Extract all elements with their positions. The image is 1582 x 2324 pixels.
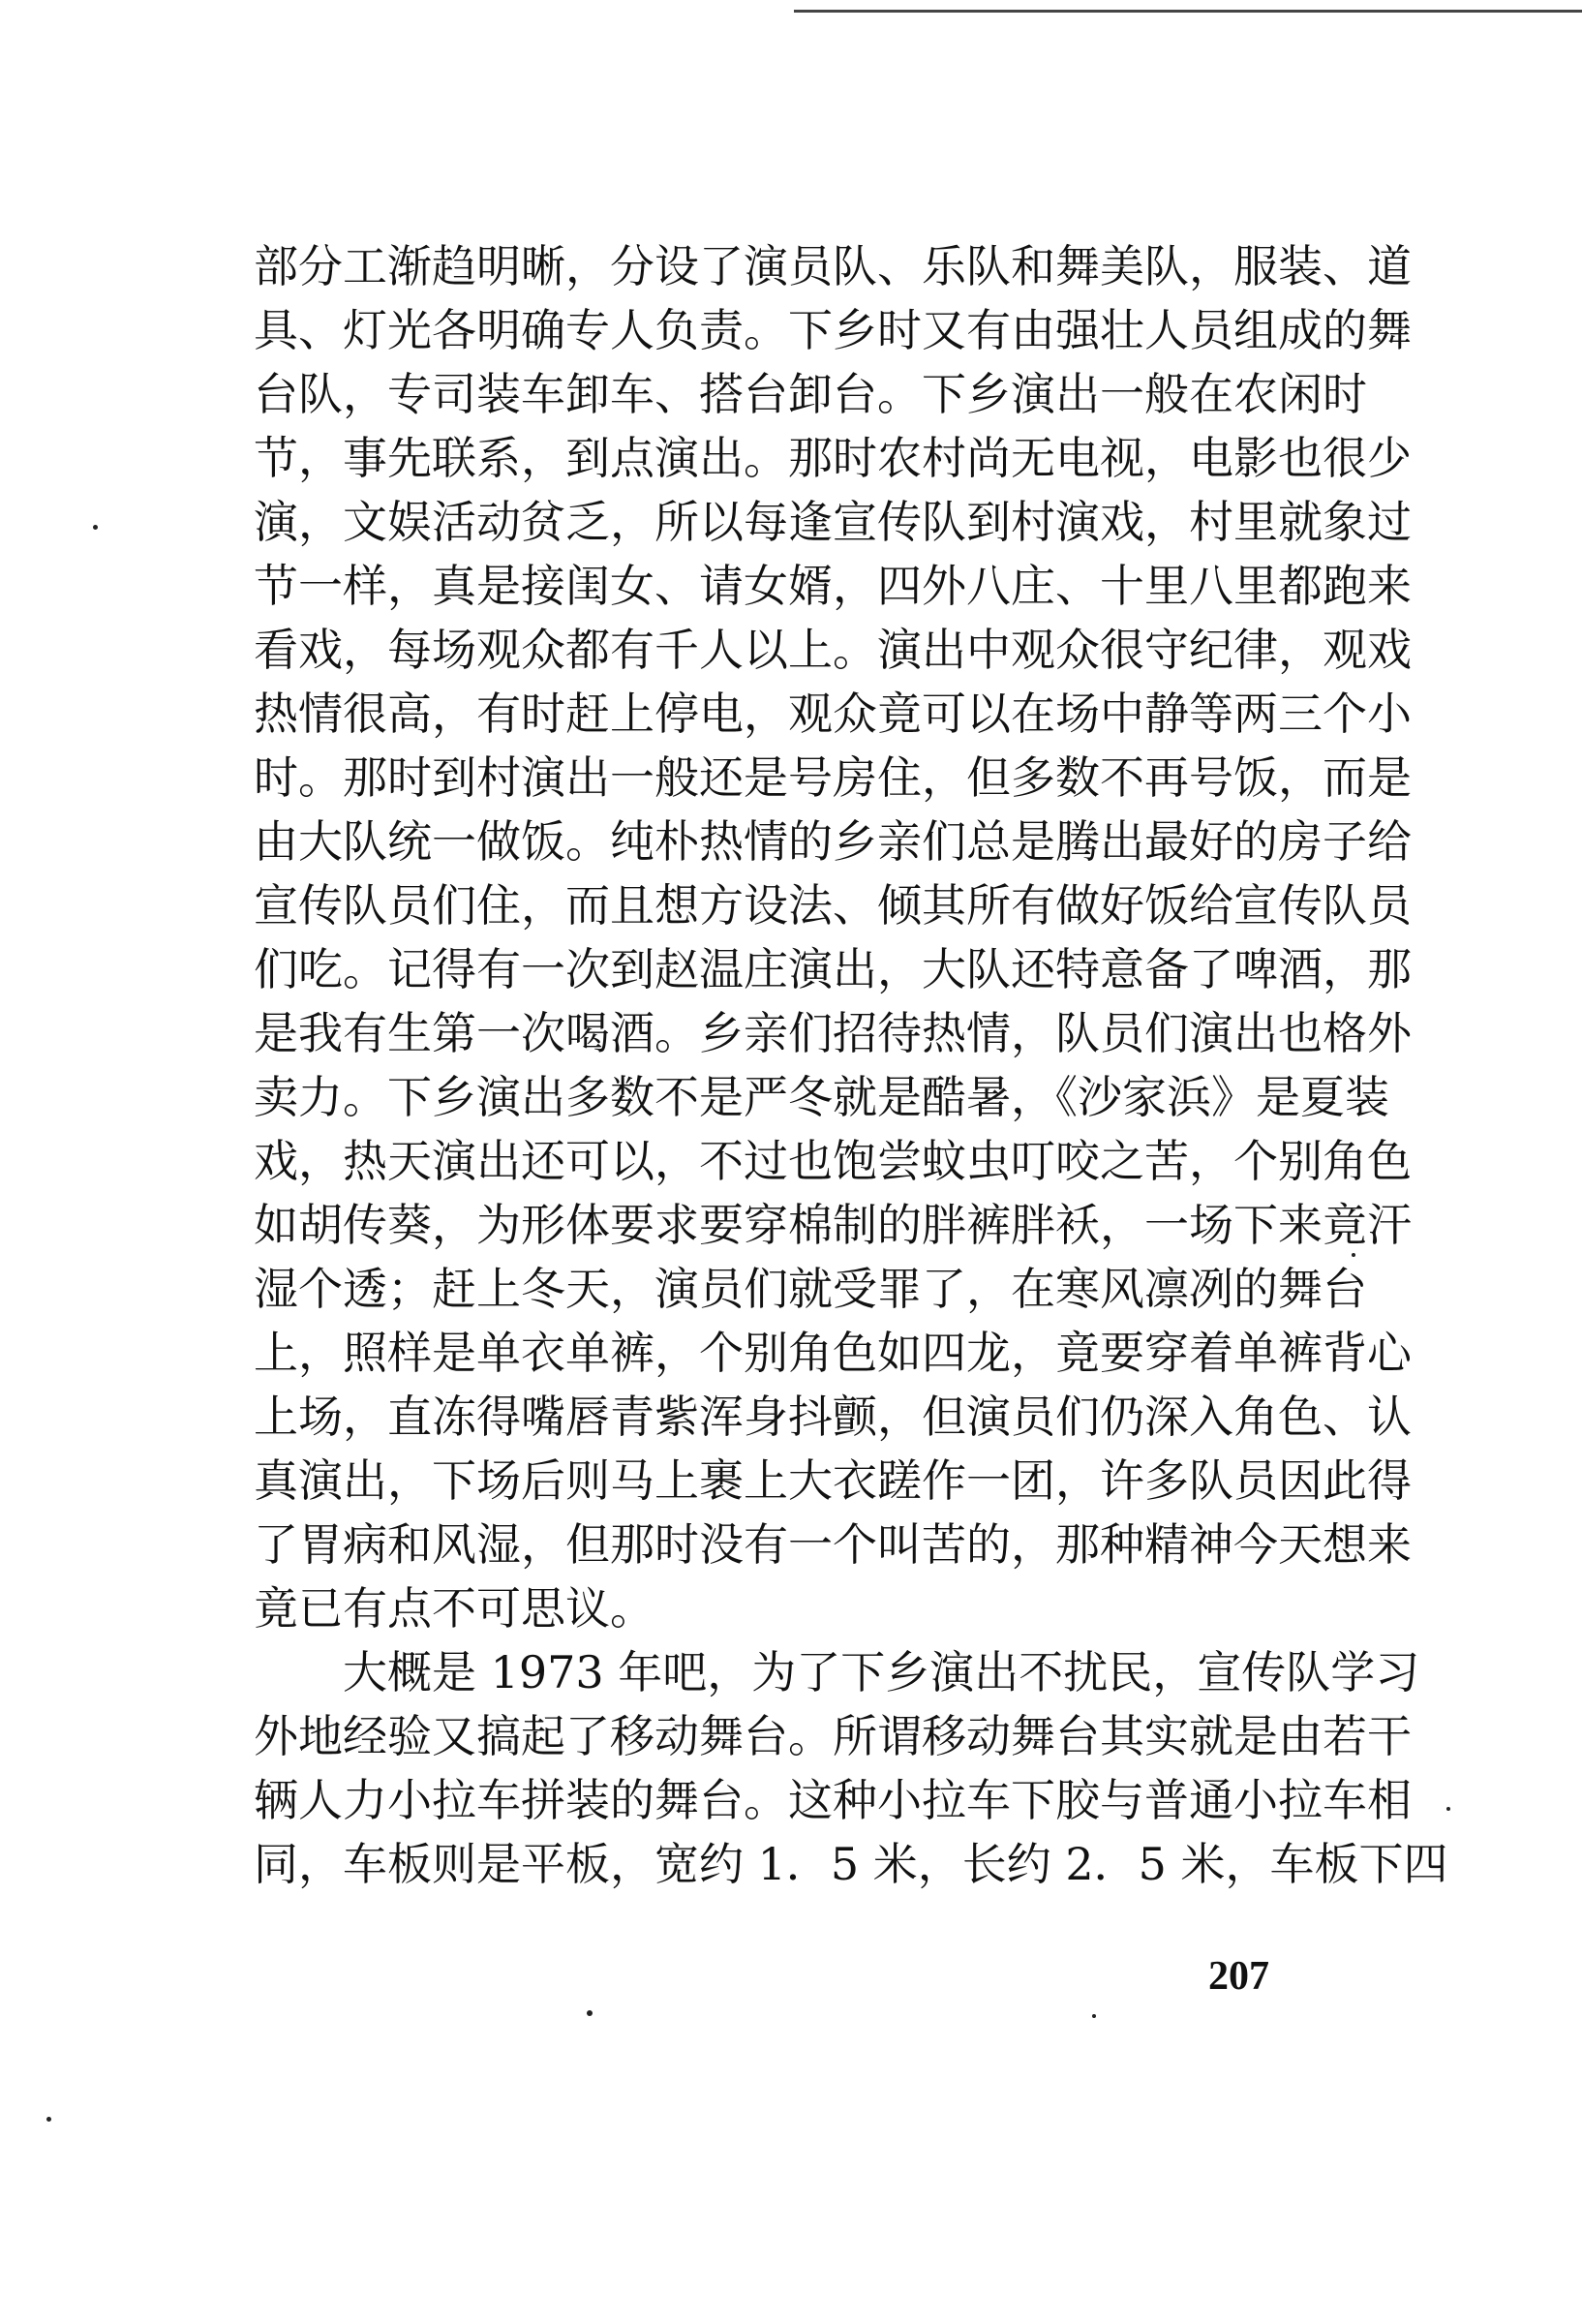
scan-speck — [1446, 1807, 1450, 1811]
text-line-8: 热情很高，有时赶上停电，观众竟可以在场中静等两三个小 — [254, 688, 1412, 740]
scan-speck — [93, 525, 98, 530]
text-line-25: 辆人力小拉车拼装的舞台。这种小拉车下胶与普通小拉车相 — [254, 1774, 1412, 1826]
top-rule — [794, 10, 1582, 13]
text-line-14: 卖力。下乡演出多数不是严冬就是酷暑，《沙家浜》是夏装 — [254, 1071, 1389, 1123]
text-line-15: 戏，热天演出还可以，不过也饱尝蚊虫叮咬之苦，个别角色 — [254, 1135, 1412, 1187]
text-line-7: 看戏，每场观众都有千人以上。演出中观众很守纪律，观戏 — [254, 624, 1412, 676]
text-line-5: 演，文娱活动贫乏，所以每逢宣传队到村演戏，村里就象过 — [254, 496, 1412, 548]
text-line-20: 真演出，下场后则马上裹上大衣蹉作一团，许多队员因此得 — [254, 1454, 1412, 1507]
text-line-16: 如胡传葵，为形体要求要穿棉制的胖裤胖袄，一场下来竟汗 — [254, 1199, 1412, 1251]
text-line-23: 大概是 1973 年吧，为了下乡演出不扰民，宣传队学习 — [343, 1646, 1420, 1698]
text-line-19: 上场，直冻得嘴唇青紫浑身抖颤，但演员们仍深入角色、认 — [254, 1391, 1412, 1443]
body-text — [254, 234, 1448, 1896]
text-line-2: 具、灯光各明确专人负责。下乡时又有由强壮人员组成的舞 — [254, 304, 1412, 356]
scan-speck — [1092, 2014, 1096, 2018]
text-line-24: 外地经验又搞起了移动舞台。所谓移动舞台其实就是由若干 — [254, 1710, 1412, 1762]
text-line-4: 节，事先联系，到点演出。那时农村尚无电视，电影也很少 — [254, 432, 1412, 484]
text-line-26: 同，车板则是平板，宽约 1．5 米，长约 2．5 米，车板下四 — [254, 1838, 1448, 1890]
scan-speck — [1352, 1253, 1355, 1257]
text-line-12: 们吃。记得有一次到赵温庄演出，大队还特意备了啤酒，那 — [254, 943, 1412, 995]
text-line-22: 竟已有点不可思议。 — [254, 1582, 654, 1635]
text-line-17: 湿个透；赶上冬天，演员们就受罪了，在寒风凛冽的舞台 — [254, 1263, 1367, 1315]
page-number: 207 — [1208, 1954, 1269, 1999]
scan-speck — [46, 2117, 51, 2122]
text-line-11: 宣传队员们住，而且想方设法、倾其所有做好饭给宣传队员 — [254, 879, 1412, 932]
scan-speck — [587, 2010, 593, 2016]
text-line-13: 是我有生第一次喝酒。乡亲们招待热情，队员们演出也格外 — [254, 1007, 1412, 1059]
text-line-3: 台队，专司装车卸车、搭台卸台。下乡演出一般在农闲时 — [254, 368, 1367, 420]
text-line-1: 部分工渐趋明晰，分设了演员队、乐队和舞美队，服装、道 — [254, 240, 1412, 292]
text-line-6: 节一样，真是接闺女、请女婿，四外八庄、十里八里都跑来 — [254, 560, 1412, 612]
text-line-18: 上，照样是单衣单裤，个别角色如四龙，竟要穿着单裤背心 — [254, 1327, 1412, 1379]
text-line-9: 时。那时到村演出一般还是号房住，但多数不再号饭，而是 — [254, 751, 1412, 804]
text-line-10: 由大队统一做饭。纯朴热情的乡亲们总是腾出最好的房子给 — [254, 815, 1412, 868]
text-line-21: 了胃病和风湿，但那时没有一个叫苦的，那种精神今天想来 — [254, 1518, 1412, 1571]
